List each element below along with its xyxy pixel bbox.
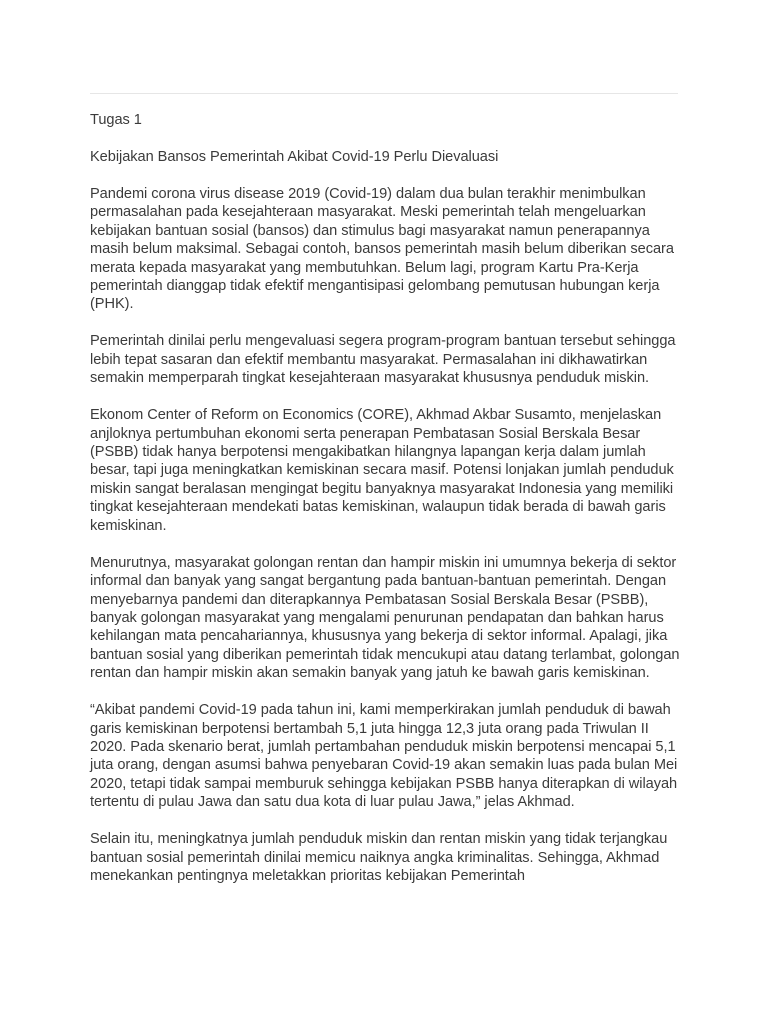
paragraph-5: “Akibat pandemi Covid-19 pada tahun ini, kami memperkirakan jumlah penduduk di bawah garis kemiskinan berpotensi bertambah 5,1 juta hingga 12,3 juta orang pada Triwulan II 2020. Pada skenario berat, jumlah pertambahan penduduk miskin berpotensi mencapai 5,1 juta orang, dengan asumsi bahwa penyebaran Covid-19 akan semakin luas pada bulan Mei 2020, tetapi tidak sampai memburuk sehingga kebijakan PSBB hanya diterapkan di wilayah tertentu di pulau Jawa dan satu dua kota di luar pulau Jawa,” jelas Akhmad. [90, 702, 678, 811]
top-divider [90, 93, 678, 94]
paragraph-4: Menurutnya, masyarakat golongan rentan dan hampir miskin ini umumnya bekerja di sektor informal dan banyak yang sangat bergantung pada bantuan-bantuan pemerintah. Dengan menyebarnya pandemi dan diterapkannya Pembatasan Sosial Berskala Besar (PSBB), banyak golongan masyarakat yang mengalami penurunan pendapatan dan bahkan harus kehilangan mata pencahariannya, khususnya yang bekerja di sektor informal. Apalagi, jika bantuan sosial yang diberikan pemerintah tidak mencukupi atau datang terlambat, golongan rentan dan hampir miskin akan semakin banyak yang jatuh ke bawah garis kemiskinan. [90, 554, 680, 682]
article-title: Kebijakan Bansos Pemerintah Akibat Covid-19 Perlu Dievaluasi [90, 149, 499, 165]
paragraph-2: Pemerintah dinilai perlu mengevaluasi segera program-program bantuan tersebut sehingga lebih tepat sasaran dan efektif membantu masyarakat. Permasalahan ini dikhawatirkan semakin memperparah tingkat kesejahteraan masyarakat khususnya penduduk miskin. [90, 333, 676, 387]
paragraph-3: Ekonom Center of Reform on Economics (CORE), Akhmad Akbar Susamto, menjelaskan anjloknya pertumbuhan ekonomi serta penerapan Pembatasan Sosial Berskala Besar (PSBB) tidak hanya berpotensi mengakibatkan hilangnya lapangan kerja dalam jumlah besar, tapi juga meningkatkan kemiskinan secara masif. Potensi lonjakan jumlah penduduk miskin sangat beralasan mengingat begitu banyaknya masyarakat Indonesia yang memiliki tingkat kesejahteraan mendekati batas kemiskinan, walaupun tidak berada di bawah garis kemiskinan. [90, 407, 674, 534]
assignment-heading: Tugas 1 [90, 112, 142, 128]
paragraph-1: Pandemi corona virus disease 2019 (Covid-19) dalam dua bulan terakhir menimbulkan permasalahan pada kesejahteraan masyarakat. Meski pemerintah telah mengeluarkan kebijakan bantuan sosial (bansos) dan stimulus bagi masyarakat namun penerapannya masih belum maksimal. Sebagai contoh, bansos pemerintah masih belum diberikan secara merata kepada masyarakat yang membutuhkan. Belum lagi, program Kartu Pra-Kerja pemerintah dianggap tidak efektif mengantisipasi gelombang pemutusan hubungan kerja (PHK). [90, 186, 674, 313]
document-body [90, 111, 682, 904]
paragraph-6: Selain itu, meningkatnya jumlah penduduk miskin dan rentan miskin yang tidak terjangkau bantuan sosial pemerintah dinilai memicu naiknya angka kriminalitas. Sehingga, Akhmad menekankan pentingnya meletakkan prioritas kebijakan Pemerintah [90, 831, 668, 884]
